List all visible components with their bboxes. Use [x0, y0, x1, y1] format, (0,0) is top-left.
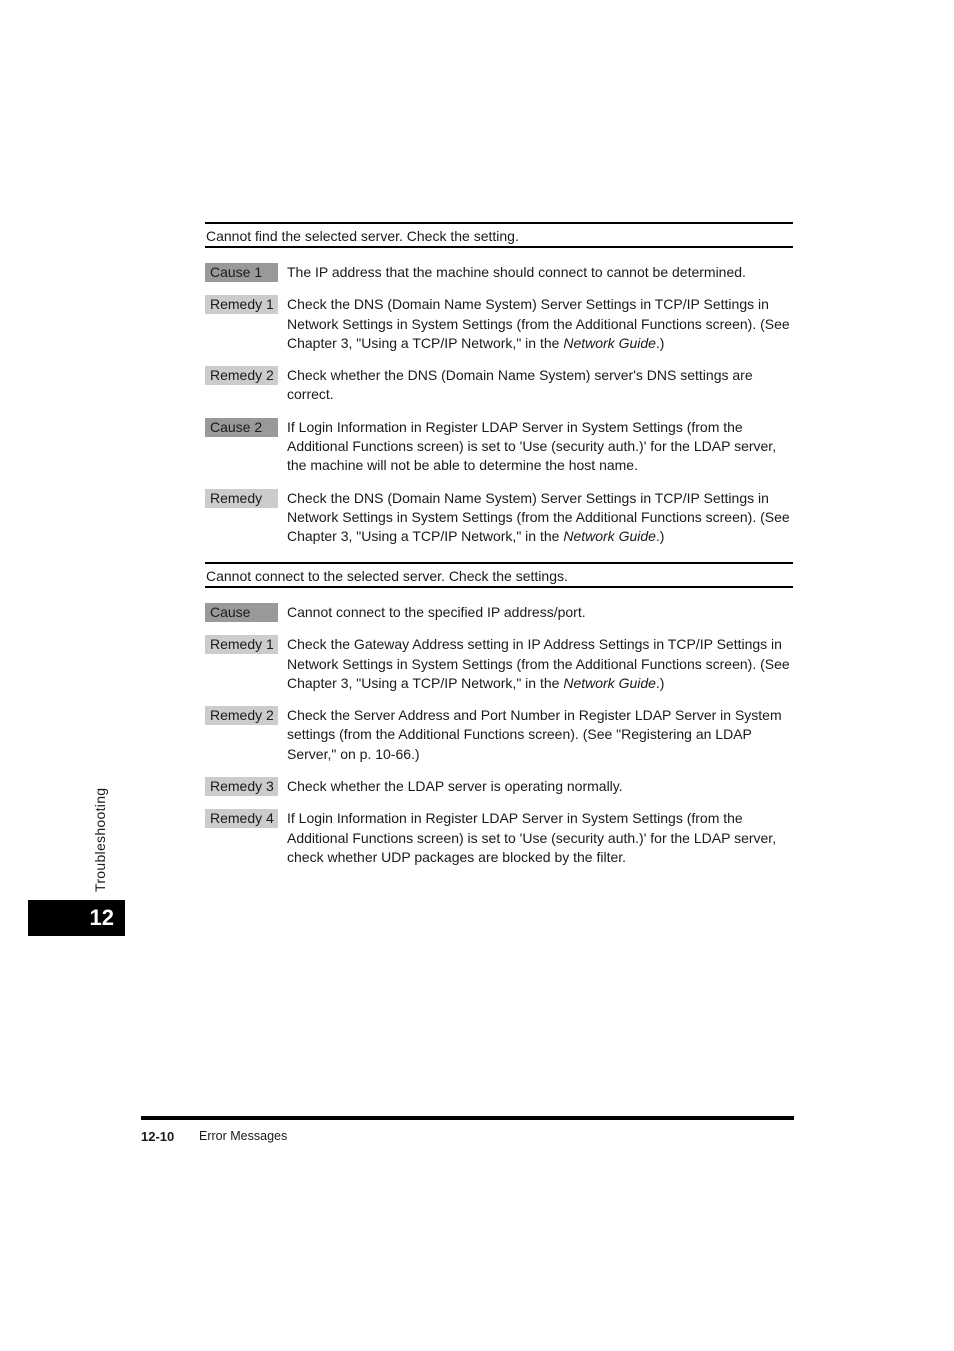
- footer-rule: [141, 1116, 794, 1120]
- entry-cause: [205, 603, 793, 622]
- entry-remedy-4: [205, 809, 793, 867]
- remedy-tag: Remedy 4: [205, 809, 278, 828]
- remedy-tag: Remedy 3: [205, 777, 278, 796]
- chapter-side-label: Troubleshooting: [92, 787, 108, 892]
- entry-text: Check whether the DNS (Domain Name System) server's DNS settings are correct.: [287, 367, 753, 403]
- entry-text: If Login Information in Register LDAP Server in System Settings (from the Additional Functions screen) is set to 'Use (security auth.)' for the LDAP server, check whether UDP packages are blocked by the filter.: [287, 810, 777, 865]
- remedy-tag: Remedy: [205, 489, 278, 508]
- guide-title: Network Guide: [563, 528, 656, 545]
- entry-remedy: [205, 489, 793, 547]
- entry-list: [205, 603, 793, 867]
- cause-tag: Cause 2: [205, 418, 278, 437]
- entry-text: Cannot connect to the specified IP address/port.: [287, 604, 586, 620]
- entry-text: Check the DNS (Domain Name System) Server Settings in TCP/IP Settings in Network Settings in System Settings (from the Additional Functions screen). (See Chapter 3, "Using a TCP/IP Network," in the Network Guide.): [287, 489, 790, 545]
- entry-cause-1: [205, 263, 793, 282]
- entry-remedy-2: [205, 366, 793, 405]
- cause-tag: Cause 1: [205, 263, 278, 282]
- entry-text: The IP address that the machine should connect to cannot be determined.: [287, 264, 746, 280]
- entry-text: Check whether the LDAP server is operating normally.: [287, 778, 623, 795]
- entry-remedy-1: [205, 635, 793, 693]
- entry-text: Check the DNS (Domain Name System) Server Settings in TCP/IP Settings in Network Settings in System Settings (from the Additional Functions screen). (See Chapter 3, "Using a TCP/IP Network," in the Network Guide.): [287, 296, 790, 351]
- entry-text: Check the Server Address and Port Number in Register LDAP Server in System settings (from the Additional Functions screen). (See "Registering an LDAP Server," on p. 10-66.): [287, 707, 782, 762]
- entry-remedy-3: [205, 777, 793, 796]
- page-number: 12-10: [141, 1129, 175, 1144]
- remedy-tag: Remedy 2: [205, 706, 278, 725]
- entry-text: Check the Gateway Address setting in IP Address Settings in TCP/IP Settings in Network Settings in System Settings (from the Additional Functions screen). (See Chapter 3, "Using a TCP/IP Network," in the Network Guide.): [287, 636, 790, 691]
- cause-tag: Cause: [205, 603, 278, 622]
- entry-remedy-2: [205, 706, 793, 764]
- error-message-title: Cannot connect to the selected server. Check the settings.: [205, 562, 793, 588]
- remedy-tag: Remedy 1: [205, 635, 278, 654]
- remedy-tag: Remedy 1: [205, 295, 278, 314]
- error-section-2: [205, 562, 793, 880]
- entry-text: If Login Information in Register LDAP Server in System Settings (from the Additional Functions screen) is set to 'Use (security auth.)' for the LDAP server, the machine will not be able to determine the host name.: [287, 418, 777, 474]
- remedy-tag: Remedy 2: [205, 366, 278, 385]
- entry-remedy-1: [205, 295, 793, 353]
- chapter-number-tab: [28, 900, 125, 936]
- guide-title: Network Guide: [563, 334, 656, 351]
- chapter-number: 12: [89, 905, 114, 930]
- error-message-title: Cannot find the selected server. Check the setting.: [205, 222, 793, 248]
- entry-list: [205, 263, 793, 547]
- guide-title: Network Guide: [563, 674, 656, 691]
- entry-cause-2: [205, 418, 793, 476]
- error-section-1: [205, 222, 793, 560]
- footer-title: Error Messages: [199, 1129, 288, 1143]
